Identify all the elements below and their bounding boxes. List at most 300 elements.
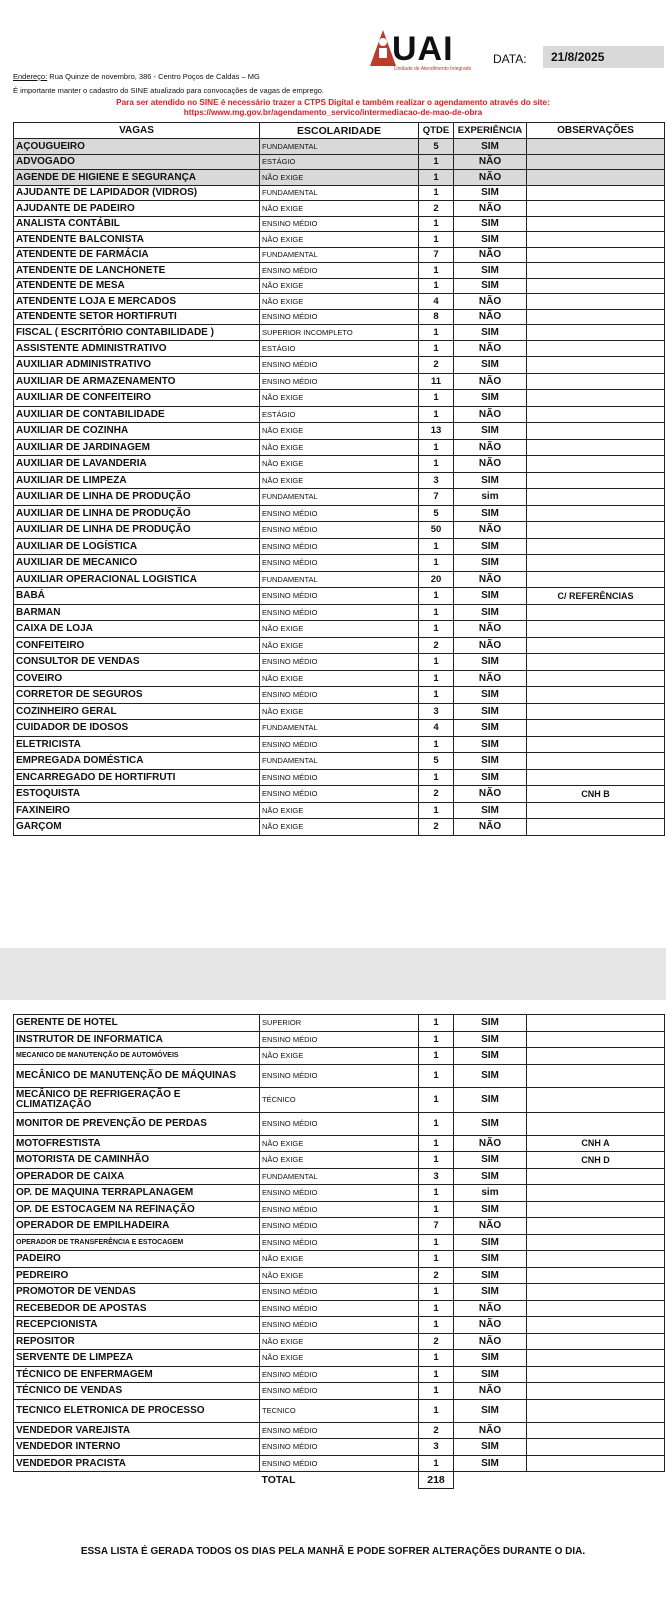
qtde-cell: 1 xyxy=(419,1399,454,1422)
logo-subtitle: Unidade de Atendimento Integrado xyxy=(394,66,472,72)
vaga-cell: FAXINEIRO xyxy=(14,802,260,819)
observacao-cell xyxy=(527,1439,665,1456)
observacao-cell xyxy=(527,1015,665,1032)
experiencia-cell: SIM xyxy=(454,325,527,341)
escolaridade-cell: FUNDAMENTAL xyxy=(260,185,419,201)
experiencia-cell: SIM xyxy=(454,472,527,489)
observacao-cell xyxy=(527,522,665,539)
vaga-cell: AUXILIAR DE CONFEITEIRO xyxy=(14,390,260,407)
experiencia-cell: SIM xyxy=(454,687,527,704)
vaga-cell: AGENDE DE HIGIENE E SEGURANÇA xyxy=(14,170,260,186)
table-row xyxy=(14,216,665,232)
observacao-cell xyxy=(527,340,665,357)
qtde-cell: 1 xyxy=(419,1366,454,1383)
experiencia-cell: NÃO xyxy=(454,247,527,263)
experiencia-cell: SIM xyxy=(454,1112,527,1135)
table-row xyxy=(14,439,665,456)
table-row xyxy=(14,621,665,638)
total-row xyxy=(14,1472,665,1489)
escolaridade-cell: TÉCNICO xyxy=(260,1087,419,1112)
observacao-cell xyxy=(527,216,665,232)
table-row xyxy=(14,294,665,310)
observacao-cell xyxy=(527,278,665,294)
table-row xyxy=(14,1135,665,1152)
observacao-cell xyxy=(527,571,665,588)
observacao-cell xyxy=(527,232,665,248)
experiencia-cell: SIM xyxy=(454,1201,527,1218)
experiencia-cell: NÃO xyxy=(454,1422,527,1439)
vaga-cell: CORRETOR DE SEGUROS xyxy=(14,687,260,704)
vaga-cell: ATENDENTE LOJA E MERCADOS xyxy=(14,294,260,310)
experiencia-cell: NÃO xyxy=(454,1218,527,1235)
vaga-cell: AUXILIAR DE MECANICO xyxy=(14,555,260,572)
agendamento-link[interactable]: https://www.mg.gov.br/agendamento_servico/intermediacao-de-mao-de-obra xyxy=(183,108,483,117)
qtde-cell: 1 xyxy=(419,325,454,341)
experiencia-cell: SIM xyxy=(454,802,527,819)
observacao-cell xyxy=(527,185,665,201)
escolaridade-cell: NÃO EXIGE xyxy=(260,1350,419,1367)
observacao-cell xyxy=(527,1112,665,1135)
total-label: TOTAL xyxy=(261,1474,296,1486)
vaga-cell: ATENDENTE SETOR HORTIFRUTI xyxy=(14,309,260,325)
table-row xyxy=(14,232,665,248)
observacao-cell xyxy=(527,1350,665,1367)
observacao-cell xyxy=(527,1284,665,1301)
escolaridade-cell: ENSINO MÉDIO xyxy=(260,538,419,555)
vaga-cell: AUXILIAR DE LOGÍSTICA xyxy=(14,538,260,555)
observacao-cell xyxy=(527,621,665,638)
escolaridade-cell: ENSINO MÉDIO xyxy=(260,309,419,325)
experiencia-cell: SIM xyxy=(454,588,527,605)
observacao-cell xyxy=(527,170,665,186)
qtde-cell: 8 xyxy=(419,309,454,325)
table-row xyxy=(14,1064,665,1087)
observacao-cell xyxy=(527,654,665,671)
escolaridade-cell: NÃO EXIGE xyxy=(260,294,419,310)
observacao-cell xyxy=(527,703,665,720)
vaga-cell: MECÂNICO DE MANUTENÇÃO DE MÁQUINAS xyxy=(14,1064,260,1087)
vaga-cell: CAIXA DE LOJA xyxy=(14,621,260,638)
vaga-cell: OP. DE ESTOCAGEM NA REFINAÇÃO xyxy=(14,1201,260,1218)
qtde-cell: 3 xyxy=(419,1168,454,1185)
escolaridade-cell: NÃO EXIGE xyxy=(260,1048,419,1065)
document-header xyxy=(13,0,653,128)
experiencia-cell: NÃO xyxy=(454,1317,527,1334)
experiencia-cell: NÃO xyxy=(454,201,527,217)
col-experiencia: EXPERIÊNCIA xyxy=(454,123,527,139)
vaga-cell: ATENDENTE DE MESA xyxy=(14,278,260,294)
qtde-cell: 50 xyxy=(419,522,454,539)
experiencia-cell: NÃO xyxy=(454,621,527,638)
qtde-cell: 1 xyxy=(419,736,454,753)
experiencia-cell: SIM xyxy=(454,357,527,374)
escolaridade-cell: ENSINO MÉDIO xyxy=(260,1234,419,1251)
vaga-cell: INSTRUTOR DE INFORMATICA xyxy=(14,1031,260,1048)
table-row xyxy=(14,1422,665,1439)
experiencia-cell: SIM xyxy=(454,1015,527,1032)
observacao-cell xyxy=(527,309,665,325)
escolaridade-cell: FUNDAMENTAL xyxy=(260,571,419,588)
observacao-cell xyxy=(527,1048,665,1065)
qtde-cell: 2 xyxy=(419,1267,454,1284)
escolaridade-cell: ENSINO MÉDIO xyxy=(260,505,419,522)
observacao-cell xyxy=(527,819,665,836)
table-row xyxy=(14,687,665,704)
experiencia-cell: SIM xyxy=(454,139,527,155)
table-row xyxy=(14,555,665,572)
observacao-cell xyxy=(527,753,665,770)
experiencia-cell: SIM xyxy=(454,505,527,522)
table-row xyxy=(14,1399,665,1422)
experiencia-cell: SIM xyxy=(454,1399,527,1422)
observacao-cell xyxy=(527,670,665,687)
table-row xyxy=(14,247,665,263)
qtde-cell: 1 xyxy=(419,439,454,456)
table-row xyxy=(14,406,665,423)
qtde-cell: 1 xyxy=(419,1048,454,1065)
escolaridade-cell: ENSINO MÉDIO xyxy=(260,588,419,605)
experiencia-cell: SIM xyxy=(454,1267,527,1284)
escolaridade-cell: TECNICO xyxy=(260,1399,419,1422)
qtde-cell: 1 xyxy=(419,1350,454,1367)
qtde-cell: 7 xyxy=(419,1218,454,1235)
observacao-cell xyxy=(527,736,665,753)
escolaridade-cell: NÃO EXIGE xyxy=(260,1135,419,1152)
escolaridade-cell: ENSINO MÉDIO xyxy=(260,1185,419,1202)
observacao-cell xyxy=(527,1185,665,1202)
qtde-cell: 1 xyxy=(419,1112,454,1135)
table-row xyxy=(14,1031,665,1048)
experiencia-cell: NÃO xyxy=(454,522,527,539)
observacao-cell xyxy=(527,802,665,819)
table-row xyxy=(14,154,665,170)
escolaridade-cell: ENSINO MÉDIO xyxy=(260,604,419,621)
experiencia-cell: SIM xyxy=(454,390,527,407)
page-gap xyxy=(0,948,666,1000)
vaga-cell: AUXILIAR ADMINISTRATIVO xyxy=(14,357,260,374)
table-row xyxy=(14,1087,665,1112)
table-row xyxy=(14,456,665,473)
observacao-cell xyxy=(527,263,665,279)
observacao-cell xyxy=(527,1234,665,1251)
escolaridade-cell: ENSINO MÉDIO xyxy=(260,1218,419,1235)
vaga-cell: ATENDENTE BALCONISTA xyxy=(14,232,260,248)
observacao-cell xyxy=(527,423,665,440)
escolaridade-cell: NÃO EXIGE xyxy=(260,201,419,217)
observacao-cell xyxy=(527,505,665,522)
observacao-cell xyxy=(527,439,665,456)
table-row xyxy=(14,340,665,357)
escolaridade-cell: ESTÁGIO xyxy=(260,406,419,423)
table-row xyxy=(14,1152,665,1169)
date-label: DATA: xyxy=(493,52,527,66)
qtde-cell: 1 xyxy=(419,1251,454,1268)
escolaridade-cell: ENSINO MÉDIO xyxy=(260,1366,419,1383)
qtde-cell: 1 xyxy=(419,1201,454,1218)
escolaridade-cell: ENSINO MÉDIO xyxy=(260,555,419,572)
vaga-cell: AUXILIAR DE LINHA DE PRODUÇÃO xyxy=(14,489,260,506)
experiencia-cell: SIM xyxy=(454,1048,527,1065)
table-row xyxy=(14,753,665,770)
total-value: 218 xyxy=(419,1472,454,1489)
vaga-cell: AUXILIAR DE CONTABILIDADE xyxy=(14,406,260,423)
experiencia-cell: SIM xyxy=(454,1152,527,1169)
experiencia-cell: SIM xyxy=(454,1031,527,1048)
table-row xyxy=(14,736,665,753)
vaga-cell: COZINHEIRO GERAL xyxy=(14,703,260,720)
escolaridade-cell: NÃO EXIGE xyxy=(260,439,419,456)
observacao-cell xyxy=(527,1300,665,1317)
table-row xyxy=(14,1201,665,1218)
table-row xyxy=(14,1383,665,1400)
vaga-cell: ENCARREGADO DE HORTIFRUTI xyxy=(14,769,260,786)
qtde-cell: 1 xyxy=(419,1087,454,1112)
qtde-cell: 1 xyxy=(419,604,454,621)
total-spacer-2 xyxy=(454,1472,527,1489)
experiencia-cell: SIM xyxy=(454,1350,527,1367)
escolaridade-cell: ENSINO MÉDIO xyxy=(260,373,419,390)
qtde-cell: 1 xyxy=(419,185,454,201)
escolaridade-cell: ESTÁGIO xyxy=(260,154,419,170)
table-row xyxy=(14,1350,665,1367)
vaga-cell: FISCAL ( ESCRITÓRIO CONTABILIDADE ) xyxy=(14,325,260,341)
table-row xyxy=(14,472,665,489)
qtde-cell: 2 xyxy=(419,1422,454,1439)
qtde-cell: 1 xyxy=(419,1234,454,1251)
qtde-cell: 1 xyxy=(419,232,454,248)
table-row xyxy=(14,139,665,155)
experiencia-cell: sim xyxy=(454,489,527,506)
table-row xyxy=(14,1251,665,1268)
experiencia-cell: NÃO xyxy=(454,670,527,687)
vagas-table-page-2 xyxy=(13,1014,665,1489)
experiencia-cell: SIM xyxy=(454,232,527,248)
vaga-cell: GERENTE DE HOTEL xyxy=(14,1015,260,1032)
table-row xyxy=(14,819,665,836)
escolaridade-cell: FUNDAMENTAL xyxy=(260,247,419,263)
vagas-table-page-1 xyxy=(13,122,665,836)
vaga-cell: RECEPCIONISTA xyxy=(14,1317,260,1334)
date-value: 21/8/2025 xyxy=(543,46,664,68)
escolaridade-cell: ENSINO MÉDIO xyxy=(260,1317,419,1334)
escolaridade-cell: NÃO EXIGE xyxy=(260,1251,419,1268)
escolaridade-cell: ENSINO MÉDIO xyxy=(260,1031,419,1048)
qtde-cell: 1 xyxy=(419,1015,454,1032)
table-row xyxy=(14,278,665,294)
qtde-cell: 1 xyxy=(419,1152,454,1169)
escolaridade-cell: NÃO EXIGE xyxy=(260,802,419,819)
qtde-cell: 4 xyxy=(419,720,454,737)
escolaridade-cell: SUPERIOR INCOMPLETO xyxy=(260,325,419,341)
observacao-cell xyxy=(527,1267,665,1284)
table-row xyxy=(14,571,665,588)
escolaridade-cell: ESTÁGIO xyxy=(260,340,419,357)
total-spacer-3 xyxy=(527,1472,665,1489)
table-row xyxy=(14,390,665,407)
experiencia-cell: SIM xyxy=(454,538,527,555)
table-row xyxy=(14,522,665,539)
table-row xyxy=(14,604,665,621)
table-header-row xyxy=(14,123,665,139)
experiencia-cell: SIM xyxy=(454,703,527,720)
experiencia-cell: NÃO xyxy=(454,294,527,310)
qtde-cell: 1 xyxy=(419,216,454,232)
qtde-cell: 1 xyxy=(419,1185,454,1202)
escolaridade-cell: FUNDAMENTAL xyxy=(260,720,419,737)
vaga-cell: ANALISTA CONTÁBIL xyxy=(14,216,260,232)
vaga-cell: TÉCNICO DE VENDAS xyxy=(14,1383,260,1400)
address-text: Rua Quinze de novembro, 386 - Centro Poços de Caldas – MG xyxy=(47,72,260,81)
qtde-cell: 1 xyxy=(419,278,454,294)
qtde-cell: 11 xyxy=(419,373,454,390)
experiencia-cell: SIM xyxy=(454,555,527,572)
table-row xyxy=(14,538,665,555)
escolaridade-cell: ENSINO MÉDIO xyxy=(260,263,419,279)
escolaridade-cell: FUNDAMENTAL xyxy=(260,753,419,770)
vaga-cell: AUXILIAR DE ARMAZENAMENTO xyxy=(14,373,260,390)
vaga-cell: AUXILIAR DE LINHA DE PRODUÇÃO xyxy=(14,522,260,539)
qtde-cell: 1 xyxy=(419,588,454,605)
vaga-cell: MECÂNICO DE REFRIGERAÇÃO E CLIMATIZAÇÃO xyxy=(14,1087,260,1112)
vaga-cell: CONFEITEIRO xyxy=(14,637,260,654)
address xyxy=(13,72,260,81)
escolaridade-cell: NÃO EXIGE xyxy=(260,423,419,440)
observacao-cell xyxy=(527,247,665,263)
escolaridade-cell: NÃO EXIGE xyxy=(260,472,419,489)
observacao-cell xyxy=(527,637,665,654)
escolaridade-cell: FUNDAMENTAL xyxy=(260,139,419,155)
escolaridade-cell: FUNDAMENTAL xyxy=(260,489,419,506)
qtde-cell: 3 xyxy=(419,472,454,489)
observacao-cell xyxy=(527,769,665,786)
experiencia-cell: SIM xyxy=(454,1439,527,1456)
vaga-cell: AUXILIAR DE COZINHA xyxy=(14,423,260,440)
qtde-cell: 1 xyxy=(419,1455,454,1472)
col-vagas: VAGAS xyxy=(14,123,260,139)
experiencia-cell: NÃO xyxy=(454,170,527,186)
observacao-cell xyxy=(527,325,665,341)
qtde-cell: 1 xyxy=(419,538,454,555)
observacao-cell xyxy=(527,687,665,704)
table-row xyxy=(14,263,665,279)
vaga-cell: PADEIRO xyxy=(14,1251,260,1268)
cadastro-note: É importante manter o cadastro do SINE atualizado para convocações de vagas de emprego. xyxy=(13,86,325,95)
observacao-cell: CNH D xyxy=(527,1152,665,1169)
qtde-cell: 1 xyxy=(419,621,454,638)
table-row xyxy=(14,786,665,803)
table-row xyxy=(14,489,665,506)
escolaridade-cell: NÃO EXIGE xyxy=(260,621,419,638)
table-row xyxy=(14,1168,665,1185)
experiencia-cell: NÃO xyxy=(454,340,527,357)
observacao-cell xyxy=(527,406,665,423)
observacao-cell xyxy=(527,1383,665,1400)
table-row xyxy=(14,1333,665,1350)
observacao-cell xyxy=(527,1333,665,1350)
observacao-cell xyxy=(527,201,665,217)
vaga-cell: CONSULTOR DE VENDAS xyxy=(14,654,260,671)
observacao-cell xyxy=(527,1168,665,1185)
address-label: Endereço: xyxy=(13,72,48,81)
vaga-cell: SERVENTE DE LIMPEZA xyxy=(14,1350,260,1367)
qtde-cell: 1 xyxy=(419,154,454,170)
escolaridade-cell: NÃO EXIGE xyxy=(260,670,419,687)
uai-logo xyxy=(368,28,478,74)
qtde-cell: 2 xyxy=(419,786,454,803)
table-row xyxy=(14,309,665,325)
vaga-cell: AUXILIAR DE LIMPEZA xyxy=(14,472,260,489)
escolaridade-cell: NÃO EXIGE xyxy=(260,390,419,407)
table-row xyxy=(14,201,665,217)
escolaridade-cell: ENSINO MÉDIO xyxy=(260,654,419,671)
vaga-cell: OPERADOR DE CAIXA xyxy=(14,1168,260,1185)
escolaridade-cell: ENSINO MÉDIO xyxy=(260,1201,419,1218)
table-row xyxy=(14,1112,665,1135)
escolaridade-cell: ENSINO MÉDIO xyxy=(260,1300,419,1317)
vaga-cell: PROMOTOR DE VENDAS xyxy=(14,1284,260,1301)
escolaridade-cell: ENSINO MÉDIO xyxy=(260,1064,419,1087)
experiencia-cell: NÃO xyxy=(454,1300,527,1317)
escolaridade-cell: ENSINO MÉDIO xyxy=(260,1455,419,1472)
escolaridade-cell: ENSINO MÉDIO xyxy=(260,1284,419,1301)
escolaridade-cell: NÃO EXIGE xyxy=(260,1333,419,1350)
qtde-cell: 1 xyxy=(419,1031,454,1048)
experiencia-cell: SIM xyxy=(454,1251,527,1268)
table-row xyxy=(14,185,665,201)
observacao-cell xyxy=(527,357,665,374)
table-row xyxy=(14,170,665,186)
vaga-cell: GARÇOM xyxy=(14,819,260,836)
experiencia-cell: NÃO xyxy=(454,1135,527,1152)
qtde-cell: 5 xyxy=(419,139,454,155)
vaga-cell: AUXILIAR OPERACIONAL LOGISTICA xyxy=(14,571,260,588)
qtde-cell: 7 xyxy=(419,247,454,263)
experiencia-cell: sim xyxy=(454,1185,527,1202)
qtde-cell: 1 xyxy=(419,1317,454,1334)
escolaridade-cell: ENSINO MÉDIO xyxy=(260,769,419,786)
experiencia-cell: SIM xyxy=(454,769,527,786)
experiencia-cell: NÃO xyxy=(454,456,527,473)
escolaridade-cell: ENSINO MÉDIO xyxy=(260,1383,419,1400)
observacao-cell xyxy=(527,1031,665,1048)
vaga-cell: AUXILIAR DE LINHA DE PRODUÇÃO xyxy=(14,505,260,522)
experiencia-cell: SIM xyxy=(454,1366,527,1383)
observacao-cell xyxy=(527,1422,665,1439)
logo-text: UAI xyxy=(392,30,454,68)
qtde-cell: 1 xyxy=(419,170,454,186)
table-row xyxy=(14,373,665,390)
observacao-cell xyxy=(527,538,665,555)
vaga-cell: RECEBEDOR DE APOSTAS xyxy=(14,1300,260,1317)
experiencia-cell: SIM xyxy=(454,216,527,232)
experiencia-cell: SIM xyxy=(454,753,527,770)
experiencia-cell: NÃO xyxy=(454,1383,527,1400)
qtde-cell: 3 xyxy=(419,1439,454,1456)
qtde-cell: 1 xyxy=(419,1064,454,1087)
escolaridade-cell: ENSINO MÉDIO xyxy=(260,522,419,539)
table-row xyxy=(14,1439,665,1456)
qtde-cell: 2 xyxy=(419,819,454,836)
escolaridade-cell: ENSINO MÉDIO xyxy=(260,1112,419,1135)
vaga-cell: CUIDADOR DE IDOSOS xyxy=(14,720,260,737)
vaga-cell: COVEIRO xyxy=(14,670,260,687)
vaga-cell: PEDREIRO xyxy=(14,1267,260,1284)
table-row xyxy=(14,588,665,605)
escolaridade-cell: NÃO EXIGE xyxy=(260,637,419,654)
observacao-cell xyxy=(527,1366,665,1383)
experiencia-cell: SIM xyxy=(454,736,527,753)
observacao-cell xyxy=(527,373,665,390)
